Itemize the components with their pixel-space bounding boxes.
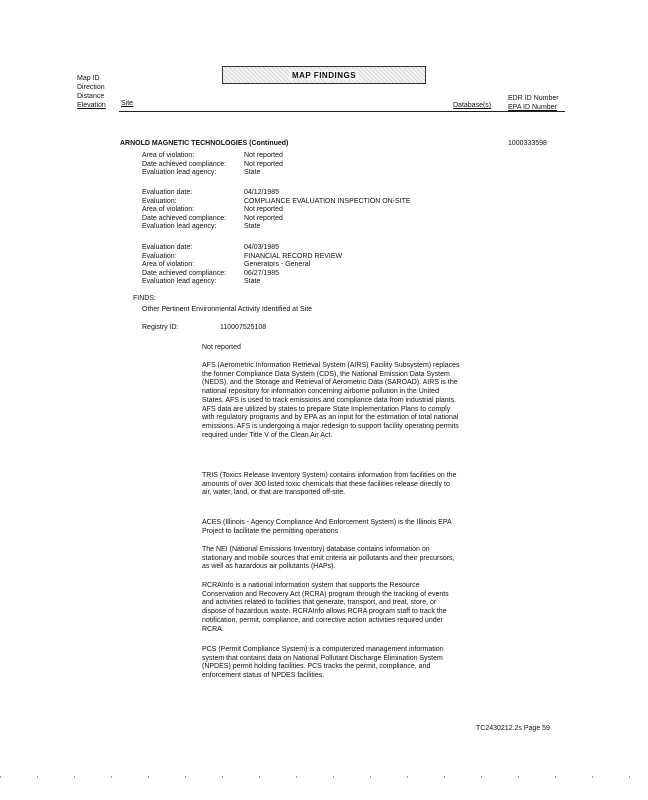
kv-value: State bbox=[244, 278, 261, 286]
kv-row bbox=[142, 198, 411, 207]
header-divider bbox=[119, 111, 565, 112]
id-labels bbox=[508, 94, 559, 112]
evaluation-block-1 bbox=[142, 152, 283, 178]
evaluation-block-2 bbox=[142, 189, 411, 232]
site-label: Site bbox=[121, 100, 134, 107]
kv-value: 04/03/1985 bbox=[244, 244, 280, 251]
kv-value: Not reported bbox=[244, 206, 283, 214]
kv-value: Not reported bbox=[244, 160, 283, 168]
kv-value: 06/27/1985 bbox=[244, 269, 280, 277]
kv-label: Date achieved compliance: bbox=[142, 160, 227, 168]
kv-label: Evaluation: bbox=[142, 252, 177, 260]
kv-row bbox=[142, 244, 342, 253]
paragraph-afs: AFS (Aerometric Information Retrieval System (AIRS) Facility Subsystem) replaces the former Compliance Data System (CDS), the National Emission Data System (NEDS), and the Storage and Retrieval of Aerometric Data (SAROAD). AIRS is the national repository for information concerning airborne pollution in the United States. AFS is used to track emissions and compliance data from industrial plants. AFS data are utilized by states to prepare State Implementation Plans to comply with regulatory programs and by EPA as an input for the estimation of total national emissions. AFS is undergoing a major redesign to support facility operating permits required under Title V of the Clean Air Act. bbox=[202, 362, 460, 439]
finds-other-activity: Other Pertinent Environmental Activity Identified at Site bbox=[142, 306, 313, 313]
kv-label: Evaluation lead agency: bbox=[142, 169, 217, 177]
elevation-label: Elevation bbox=[77, 102, 106, 109]
registry-label: Registry ID: bbox=[142, 324, 179, 331]
registry-value: 110007525108 bbox=[220, 324, 267, 331]
map-id-label: Map ID bbox=[77, 75, 100, 82]
kv-label: Evaluation: bbox=[142, 197, 177, 205]
kv-label: Evaluation date: bbox=[142, 244, 193, 251]
banner-title: MAP FINDINGS bbox=[289, 71, 359, 80]
kv-row bbox=[142, 161, 283, 170]
paragraph-pcs: PCS (Permit Compliance System) is a computerized management information system that contains data on National Pollutant Discharge Elimination System (NPDES) permit holding facilities. PCS tracks the permit, compliance, and enforcement status of NPDES facilities. bbox=[202, 646, 444, 680]
kv-row bbox=[142, 206, 411, 215]
epa-id-label: EPA ID Number bbox=[508, 104, 557, 111]
kv-value: State bbox=[244, 223, 261, 231]
map-findings-banner bbox=[222, 66, 426, 84]
kv-row bbox=[142, 152, 283, 161]
scan-noise-divider bbox=[0, 776, 648, 778]
facility-edr-id: 1000333598 bbox=[508, 140, 547, 147]
header-left-labels bbox=[77, 74, 106, 110]
kv-value: State bbox=[244, 169, 261, 177]
kv-label: Evaluation lead agency: bbox=[142, 278, 217, 286]
kv-value: Not reported bbox=[244, 214, 283, 222]
paragraph-aces: ACES (Illinois - Agency Compliance And Enforcement System) is the Illinois EPA Project to facilitate the permitting operations bbox=[202, 519, 452, 535]
kv-value: FINANCIAL RECORD REVIEW bbox=[244, 252, 343, 260]
kv-value: Generators - General bbox=[244, 261, 311, 269]
kv-row bbox=[142, 169, 283, 178]
finds-label: FINDS: bbox=[133, 295, 156, 302]
kv-label: Date achieved compliance: bbox=[142, 269, 227, 277]
kv-label: Area of violation: bbox=[142, 261, 195, 269]
database-label: Database(s) bbox=[453, 102, 492, 109]
kv-label: Date achieved compliance: bbox=[142, 214, 227, 222]
kv-value: 04/12/1985 bbox=[244, 189, 280, 196]
kv-label: Area of violation: bbox=[142, 152, 195, 159]
kv-row bbox=[142, 253, 342, 262]
direction-label: Direction bbox=[77, 84, 105, 91]
kv-value: COMPLIANCE EVALUATION INSPECTION ON-SITE bbox=[244, 197, 411, 205]
paragraph-rcrainfo: RCRAInfo is a national information system that supports the Resource Conservation and Recovery Act (RCRA) program through the tracking of events and activities related to facilities that generate, transport, and treat, store, or dispose of hazardous waste. RCRAInfo allows RCRA program staff to track the notification, permit, compliance, and corrective action activities required under RCRA. bbox=[202, 582, 449, 633]
kv-value: Not reported bbox=[244, 152, 283, 159]
evaluation-block-3 bbox=[142, 244, 342, 287]
kv-label: Evaluation date: bbox=[142, 189, 193, 196]
facility-name: ARNOLD MAGNETIC TECHNOLOGIES (Continued) bbox=[120, 140, 289, 147]
registry-row bbox=[142, 324, 267, 331]
kv-row bbox=[142, 223, 411, 232]
paragraph-nei: The NEI (National Emissions Inventory) database contains information on stationary and mobile sources that emit criteria air pollutants and their precursors, as well as hazardous air pollutants (HAPs). bbox=[202, 546, 455, 571]
kv-row bbox=[142, 189, 411, 198]
kv-row bbox=[142, 270, 342, 279]
kv-label: Area of violation: bbox=[142, 206, 195, 214]
kv-row bbox=[142, 215, 411, 224]
distance-label: Distance bbox=[77, 93, 105, 100]
paragraph-not-reported: Not reported bbox=[202, 344, 241, 351]
edr-id-label: EDR ID Number bbox=[508, 95, 559, 102]
page-footer: TC2430212.2s Page 59 bbox=[476, 725, 550, 732]
kv-label: Evaluation lead agency: bbox=[142, 223, 217, 231]
kv-row bbox=[142, 261, 342, 270]
kv-row bbox=[142, 278, 342, 287]
paragraph-tris: TRIS (Toxics Release Inventory System) contains information from facilities on the amounts of over 300 listed toxic chemicals that these facilities release directly to air, water, land, or that are transported off-site. bbox=[202, 472, 457, 497]
